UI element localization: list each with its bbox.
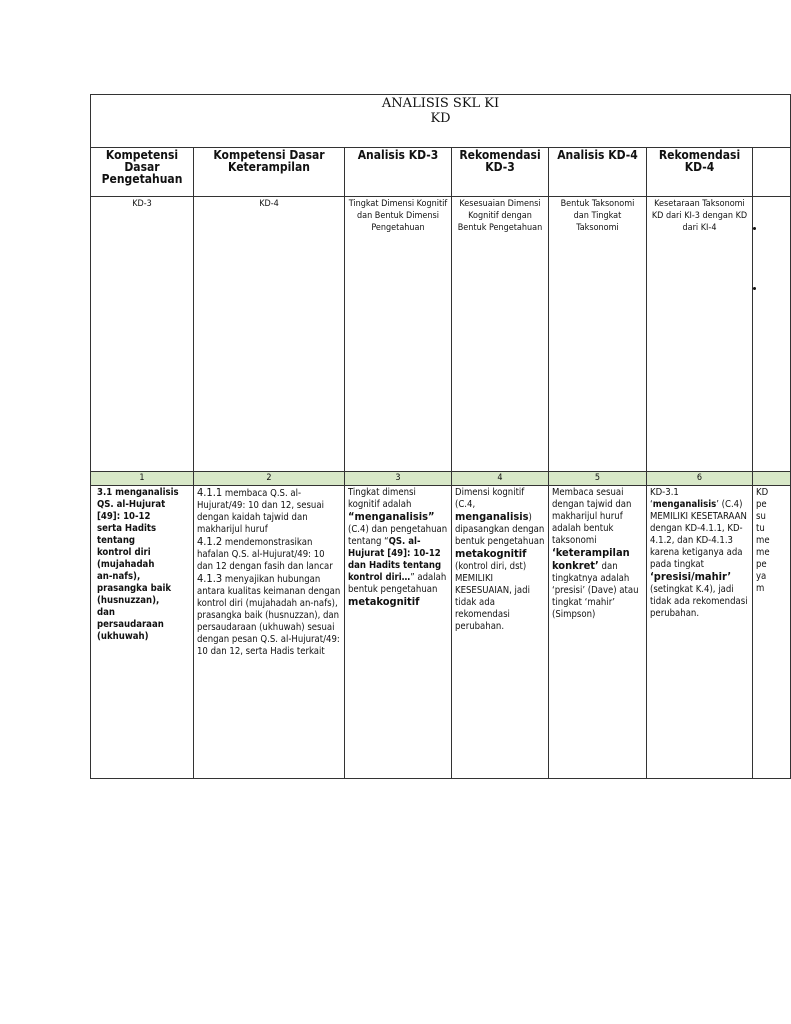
- subheader-rekomendasi-kd3: Kesesuaian Dimensi Kognitif dengan Bentuk Pengetahuan: [452, 197, 549, 472]
- subheader-kd3: KD-3: [91, 197, 194, 472]
- kd4-item: 4.1.3 menyajikan hubungan antara kualitas keimanan dengan kontrol diri (mujahadah an-nafs), prasangka baik (husnuzzan), dan persaudaraan (ukhuwah) sesuai dengan pesan Q.S. al-Hujurat/49: 10 dan 12, serta Hadis terkait: [197, 572, 341, 657]
- column-number: 6: [647, 472, 753, 486]
- header-analisis-kd4: Analisis KD-4: [549, 148, 647, 197]
- analisis-kd4-content: Membaca sesuai dengan tajwid dan makharijul huruf adalah bentuk taksonomi ‘keterampilan konkret’ dan tingkatnya adalah ‘presisi’ (Dave) atau tingkat ‘mahir’ (Simpson): [549, 486, 647, 779]
- column-number: [753, 472, 791, 486]
- subheader-analisis-kd4: Bentuk Taksonomi dan Tingkat Taksonomi: [549, 197, 647, 472]
- header-rekomendasi-kd4: Rekomendasi KD-4: [647, 148, 753, 197]
- column-number: 2: [194, 472, 345, 486]
- title-line-2: KD: [430, 111, 451, 126]
- header-rekomendasi-kd3: Rekomendasi KD-3: [452, 148, 549, 197]
- bullet-list: [756, 198, 787, 318]
- column-number: 4: [452, 472, 549, 486]
- kd4-content: [194, 486, 345, 779]
- kd4-item: 4.1.1 membaca Q.S. al-Hujurat/49: 10 dan 12, sesuai dengan kaidah tajwid dan makharijul huruf: [197, 486, 324, 535]
- subheader-analisis-kd3: Tingkat Dimensi Kognitif dan Bentuk Dimensi Pengetahuan: [345, 197, 452, 472]
- table-title: [91, 95, 791, 148]
- rekomendasi-kd3-content: Dimensi kognitif (C.4, menganalisis) dipasangkan dengan bentuk pengetahuan metakognitif (kontrol diri, dst) MEMILIKI KESESUAIAN, jadi tidak ada rekomendasi perubahan.: [452, 486, 549, 779]
- cut-off-content: KD pe su tu me me pe ya m: [753, 486, 791, 779]
- header-kd-pengetahuan: Kompetensi Dasar Pengetahuan: [91, 148, 194, 197]
- analisis-kd3-content: Tingkat dimensi kognitif adalah “menganalisis” (C.4) dan pengetahuan tentang “QS. al-Hujurat [49]: 10-12 dan Hadits tentang kontrol diri…” adalah bentuk pengetahuan metakognitif: [345, 486, 452, 779]
- kd3-content: 3.1 menganalisis QS. al-Hujurat [49]: 10-12 serta Hadits tentang kontrol diri (mujahadah an-nafs), prasangka baik (husnuzzan), dan persaudaraan (ukhuwah): [91, 486, 194, 779]
- analysis-table: [90, 94, 791, 779]
- header-kd-keterampilan: Kompetensi Dasar Keterampilan: [194, 148, 345, 197]
- header-analisis-kd3: Analisis KD-3: [345, 148, 452, 197]
- subheader-kd4: KD-4: [194, 197, 345, 472]
- subheader-rekomendasi-kd4: Kesetaraan Taksonomi KD dari KI-3 dengan KD dari KI-4: [647, 197, 753, 472]
- kd4-item: 4.1.2 mendemonstrasikan hafalan Q.S. al-Hujurat/49: 10 dan 12 dengan fasih dan lancar: [197, 535, 333, 572]
- header-cut-off: [753, 148, 791, 197]
- rekomendasi-kd4-content: KD-3.1 ‘menganalisis’ (C.4) MEMILIKI KESETARAAN dengan KD-4.1.1, KD-4.1.2, dan KD-4.1.3 karena ketiganya ada pada tingkat ‘presisi/mahir’ (setingkat K.4), jadi tidak ada rekomendasi perubahan.: [647, 486, 753, 779]
- column-number: 1: [91, 472, 194, 486]
- subheader-cut-off: [753, 197, 791, 472]
- column-number: 3: [345, 472, 452, 486]
- title-line-1: ANALISIS SKL KI: [381, 96, 500, 111]
- column-number: 5: [549, 472, 647, 486]
